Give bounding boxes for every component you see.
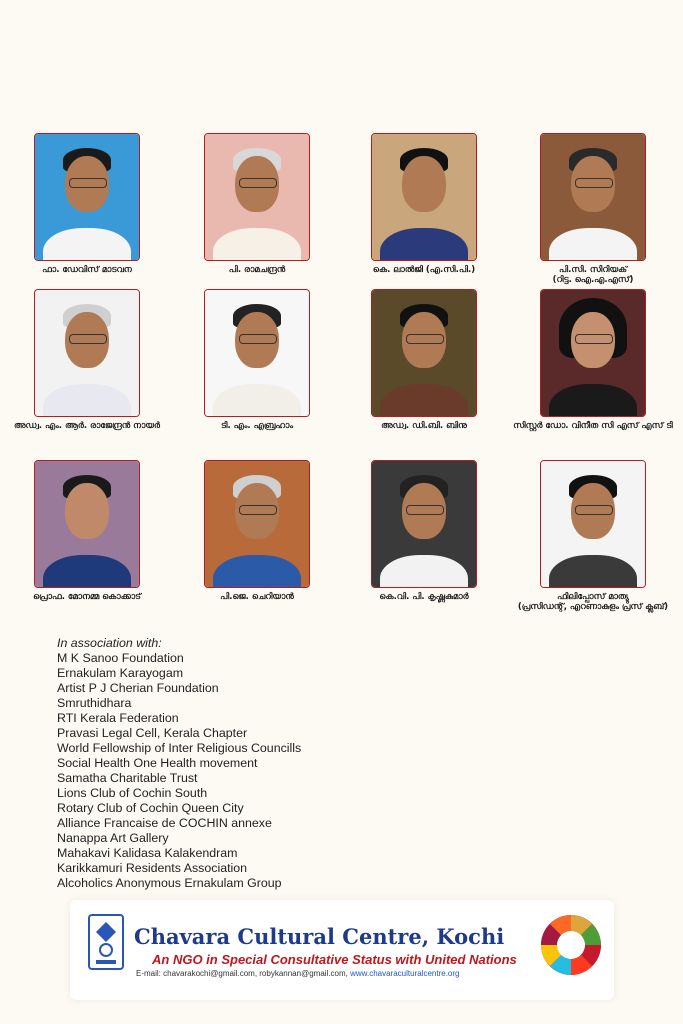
speaker-card	[508, 133, 678, 285]
speaker-card	[2, 289, 172, 431]
speaker-photo	[204, 289, 310, 417]
org-name: Chavara Cultural Centre, Kochi	[134, 924, 505, 949]
speaker-name: പി.സി. സിറിയക്	[558, 265, 628, 275]
association-item: Smruthidhara	[57, 696, 132, 710]
speaker-card	[172, 133, 342, 275]
association-item: Samatha Charitable Trust	[57, 771, 198, 785]
org-contact	[136, 969, 460, 978]
association-item: Alcoholics Anonymous Ernakulam Group	[57, 876, 282, 890]
association-item: World Fellowship of Inter Religious Councills	[57, 741, 302, 755]
speaker-title: (റിട്ട. ഐ.എ.എസ്)	[552, 275, 634, 285]
association-item: M K Sanoo Foundation	[57, 651, 184, 665]
speaker-name: ടി. എം. എബ്രഹാം	[220, 421, 294, 431]
association-item: Nanappa Art Gallery	[57, 831, 169, 845]
speaker-card	[2, 460, 172, 602]
speaker-card	[172, 289, 342, 431]
speaker-photo	[540, 289, 646, 417]
association-list	[57, 636, 477, 891]
association-item: Lions Club of Cochin South	[57, 786, 208, 800]
website-link[interactable]: www.chavaraculturalcentre.org	[350, 969, 460, 978]
speaker-name: പ്രൊഫ. മോനമ്മ കൊക്കാട്	[33, 592, 141, 602]
footer-banner	[70, 900, 614, 1000]
speaker-card	[339, 289, 509, 431]
association-item: Social Health One Health movement	[57, 756, 258, 770]
speaker-photo	[371, 289, 477, 417]
association-item: Karikkamuri Residents Association	[57, 861, 248, 875]
speaker-photo	[371, 133, 477, 261]
speaker-photo	[540, 460, 646, 588]
association-item: Ernakulam Karayogam	[57, 666, 184, 680]
speaker-name: അഡ്വ. ഡി.ബി. ബിനു	[381, 421, 467, 431]
speaker-photo	[34, 289, 140, 417]
chavara-logo-icon	[88, 914, 124, 970]
speaker-name: ഫാ. ഡേവിസ് മാടവന	[42, 265, 132, 275]
association-item: Artist P J Cherian Foundation	[57, 681, 219, 695]
org-tagline: An NGO in Special Consultative Status with United Nations	[152, 952, 517, 967]
speaker-card	[508, 460, 678, 612]
association-item: Pravasi Legal Cell, Kerala Chapter	[57, 726, 248, 740]
speaker-card	[508, 289, 678, 431]
speaker-name: പി.ജെ. ചെറിയാൻ	[220, 592, 294, 602]
association-item: Alliance Francaise de COCHIN annexe	[57, 816, 272, 830]
speaker-photo	[204, 460, 310, 588]
speaker-photo	[34, 460, 140, 588]
speaker-name: പി. രാമചന്ദ്രൻ	[228, 265, 286, 275]
speaker-name: ഫിലിപ്പോസ് മാത്യു	[557, 592, 629, 602]
speaker-photo	[204, 133, 310, 261]
speaker-photo	[34, 133, 140, 261]
speaker-name: സിസ്റ്റർ ഡോ. വിനീത സി എസ് എസ് ടി	[513, 421, 673, 431]
speaker-name: കെ.വി. പി. കൃഷ്ണകുമാർ	[379, 592, 469, 602]
sdg-wheel-icon	[538, 912, 604, 978]
speaker-title: (പ്രസിഡന്റ്, എറണാകുളം പ്രസ് ക്ലബ്)	[517, 602, 669, 612]
speaker-photo	[540, 133, 646, 261]
speaker-name: അഡ്വ. എം. ആർ. രാജേന്ദ്രൻ നായർ	[13, 421, 161, 431]
association-item: RTI Kerala Federation	[57, 711, 179, 725]
speaker-card	[2, 133, 172, 275]
speaker-card	[339, 460, 509, 602]
speaker-name: കെ. ലാൽജി (എ.സി.പി.)	[372, 265, 476, 275]
speaker-card	[339, 133, 509, 275]
contact-emails: E-mail: chavarakochi@gmail.com, robykannan@gmail.com,	[136, 969, 348, 978]
association-heading: In association with:	[57, 636, 162, 650]
association-item: Rotary Club of Cochin Queen City	[57, 801, 244, 815]
speaker-card	[172, 460, 342, 602]
association-item: Mahakavi Kalidasa Kalakendram	[57, 846, 238, 860]
speaker-photo	[371, 460, 477, 588]
